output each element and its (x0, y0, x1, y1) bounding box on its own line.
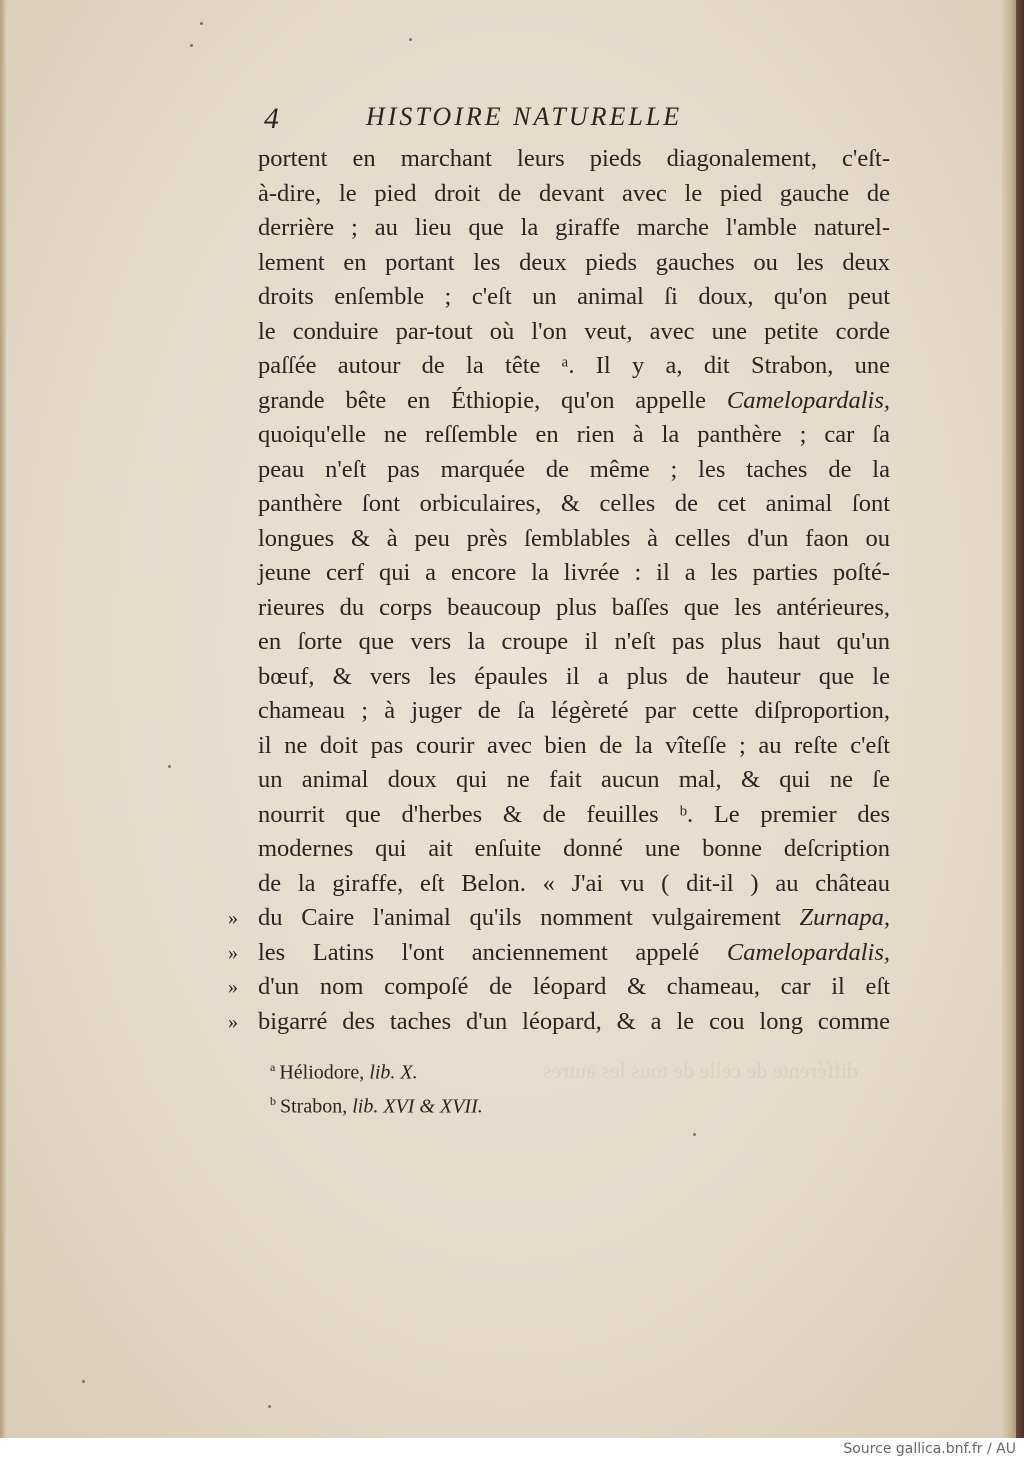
text-line: jeune cerf qui a encore la livrée : il a les parties poſté- (258, 559, 890, 586)
bleed-through-text: différente de celle de tous les autres (543, 1058, 858, 1083)
paper-speck (190, 44, 193, 47)
text-line: droits enſemble ; c'eſt un animal ſi doux, qu'on peut (258, 283, 890, 310)
footnote-a: $^a$ Héliodore, lib. X. (270, 1060, 418, 1084)
text-line: un animal doux qui ne fait aucun mal, & qui ne ſe (258, 766, 890, 793)
text-line: » d'un nom compoſé de léopard & chameau, car il eſt (258, 970, 890, 1005)
book-binding (1016, 0, 1024, 1438)
text-line: chameau ; à juger de ſa légèreté par cette diſproportion, (258, 697, 890, 724)
text-line: rieures du corps beaucoup plus baſſes que les antérieures, (258, 593, 890, 621)
quote-mark: » (228, 907, 238, 929)
text-line: portent en marchant leurs pieds diagonalement, c'eſt- (258, 145, 890, 172)
text-line: derrière ; au lieu que la giraffe marche l'amble naturel- (258, 214, 890, 241)
text-line: paſſée autour de la tête ᵃ. Il y a, dit Strabon, une (258, 352, 890, 379)
source-credit: Source gallica.bnf.fr / AU (843, 1441, 1016, 1457)
text-line: peau n'eſt pas marquée de même ; les taches de la (258, 455, 890, 483)
paper-speck (409, 38, 412, 41)
footnote-mark: b (270, 1094, 276, 1108)
italic-term: Camelopardalis, (726, 386, 890, 414)
page-number: 4 (264, 102, 279, 135)
text-line: panthère ſont orbiculaires, & celles de cet animal ſont (258, 490, 890, 517)
italic-term: Zurnapa, (799, 904, 890, 931)
page-left-edge (0, 0, 6, 1438)
text-line: » les Latins l'ont anciennement appelé Camelopardalis, (258, 936, 890, 971)
quote-mark: » (228, 1010, 238, 1033)
quote-mark: » (228, 976, 238, 998)
italic-term: Camelopardalis, (726, 938, 890, 966)
paper-speck (200, 22, 203, 25)
text-line: à-dire, le pied droit de devant avec le pied gauche de (258, 179, 890, 207)
text-line: le conduire par-tout où l'on veut, avec une petite corde (258, 317, 890, 345)
text-line: bœuf, & vers les épaules il a plus de hauteur que le (258, 662, 890, 690)
text-line: en ſorte que vers la croupe il n'eſt pas plus haut qu'un (258, 628, 890, 655)
footnote-mark: a (270, 1060, 276, 1074)
text-line: » du Caire l'animal qu'ils nomment vulgairement Zurnapa, (258, 901, 890, 936)
quote-mark: » (228, 941, 238, 964)
text-line: modernes qui ait enſuite donné une bonne deſcription (258, 835, 890, 862)
text-line: longues & à peu près ſemblables à celles d'un faon ou (258, 524, 890, 552)
paper-speck (82, 1380, 85, 1383)
text-line: grande bête en Éthiopie, qu'on appelle Camelopardalis, (258, 386, 890, 414)
footnote-b: $^b$ Strabon, lib. XVI & XVII. (270, 1094, 483, 1118)
body-text (228, 142, 890, 1039)
paper-speck (168, 765, 171, 768)
text-line: il ne doit pas courir avec bien de la vîteſſe ; au reſte c'eſt (258, 731, 890, 759)
paper-speck (268, 1405, 271, 1408)
text-line: quoiqu'elle ne reſſemble en rien à la panthère ; car ſa (258, 421, 890, 448)
text-line: nourrit que d'herbes & de feuilles ᵇ. Le premier des (258, 800, 890, 828)
running-head: HISTOIRE NATURELLE (366, 102, 683, 131)
text-line: de la giraffe, eſt Belon. « J'ai vu ( dit-il ) au château (258, 869, 890, 897)
text-line: » bigarré des taches d'un léopard, & a le cou long comme (258, 1005, 890, 1040)
text-line: lement en portant les deux pieds gauches ou les deux (258, 248, 890, 276)
page-header (262, 96, 892, 140)
paper-speck (693, 1133, 696, 1136)
